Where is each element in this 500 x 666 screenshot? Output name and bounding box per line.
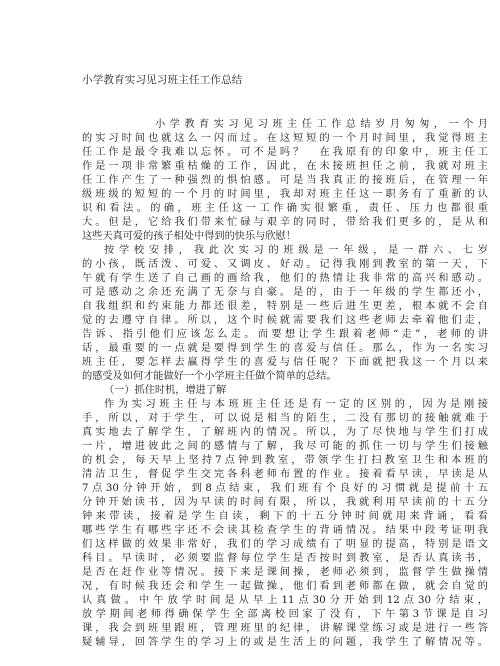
document-title: 小学教育实习见习班主任工作总结: [82, 74, 243, 86]
body-line: 们这样做的效果非常好，我们的学习成绩有了明显的提高，特别是语文: [82, 539, 488, 550]
body-line: 哪些学生有哪些字还不会读其检查学生的背诵情况。结果中段考证明我: [82, 525, 488, 536]
body-line: 级班级的短短的一个月的时间里，我却对班主任这一职务有了重新的认: [82, 189, 488, 200]
body-line: 大。但是，它给我们带来忙碌与艰辛的同时，带给我们更多的，是从和: [82, 217, 488, 228]
body-line: 认真做。中午放学时间是从早上11点30分开始到12点30分结束，: [82, 595, 488, 606]
body-line: 手，所以，对于学生，可以说是相当的陌生，二没有那切的接触就难于: [82, 413, 488, 424]
body-line: 况，有时候我还会和学生一起做操，他们看到老师都在做，就会自觉的: [82, 581, 488, 592]
body-line: 真实地去了解学生，了解班内的情况。所以，为了尽快地与学生们打成: [82, 427, 488, 438]
body-line: 的小孩，既活泼、可爱、又调皮、好动。记得我刚到教室的第一天，下: [82, 259, 488, 270]
body-line: 放学期间老师得确保学生全部离校回家了没有，下午第3节课是自习: [82, 609, 488, 620]
body-line: （一）抓住时机，增进了解: [104, 385, 227, 396]
body-line: 清洁卫生，督促学生交完各科老师布置的作业。接着看早读，早读是从: [82, 469, 488, 480]
body-line: 午就有学生送了自己画的画给我，他们的热情让我非常的高兴和感动。: [82, 273, 488, 284]
body-line: 的实习时间也就这么一闪而过。在这短短的一个月时间里，我觉得班主: [82, 133, 488, 144]
body-line: 的感受及如何才能做好一个小学班主任做个简单的总结。: [82, 371, 337, 382]
body-line: 觉的去遵守自律。所以，这个时候就需要我们这些老师去牵着他们走，: [82, 315, 488, 326]
body-line: 是否在赶作业等情况。接下来是课间操，老师必须到，监督学生做操情: [82, 567, 488, 578]
body-line: 识和看法。的确，班主任这一工作确实很繁重，责任、压力也都很重: [82, 203, 488, 214]
body-line: 一片，增进彼此之间的感情与了解，我尽可能的抓住一切与学生们接触: [82, 441, 488, 452]
body-line: 钟来带读，接着是学生自读，剩下的十五分钟时间就用来背诵，看看: [82, 511, 488, 522]
body-line: 作为实习班主任与本班班主任还是有一定的区别的，因为是刚接: [104, 399, 488, 410]
body-line: 疑辅导，回答学生的学习上的或是生活上的问题，我学生了解情况等。: [82, 637, 488, 648]
body-line: 任工作是最令我难以忘怀。可不是吗？ 在我原有的印象中，班主任工: [82, 147, 488, 158]
body-line: 7点30分钟开始，到8点结束，我们班有个良好的习惯就是提前十五: [82, 483, 488, 494]
body-line: 话，最重要的一点就是要得到学生的喜爱与信任。那么，作为一名实习: [82, 343, 488, 354]
body-line: 可是感动之余还充满了无奈与自豪。是的，由于一年级的学生都还小，: [82, 287, 488, 298]
body-line: 班主任，要怎样去赢得学生的喜爱与信任呢？下面就把我这一个月以来: [82, 357, 488, 368]
body-line: 小学教育实习见习班主任工作总结岁月匆匆，一个月: [155, 119, 488, 130]
body-line: 告诉、指引他们应该怎么走。而要想让学生跟着老师“走”，老师的讲: [82, 329, 488, 340]
body-line: 科目。早读时，必须要监督每位学生是否按时到教室，是否认真读书，: [82, 553, 488, 564]
body-line: 的机会，每天早上坚持7点钟到教室，带领学生打扫教室卫生和本班的: [82, 455, 488, 466]
body-line: 分钟开始读书，因为早读的时间有限，所以，我就利用早读前的十五分: [82, 497, 488, 508]
body-line: 任工作产生了一种强烈的惧怕感。可是当我真正的接班后，在管理一年: [82, 175, 488, 186]
body-line: 这些天真可爱的孩子相处中得到的快乐与欣慰！: [82, 231, 296, 242]
body-line: 按学校安排，我此次实习的班级是一年级，是一群六、七岁: [104, 245, 488, 256]
body-line: 自我组织和约束能力都还很差，特别是一些后进生更差，根本就不会自: [82, 301, 488, 312]
body-line: 作是一项非常繁重枯燥的工作，因此，在未接班担任之前，我就对班主: [82, 161, 488, 172]
body-line: 课，我会到班里跟班，管理班里的纪律，讲解课堂练习或是进行一些答: [82, 623, 488, 634]
